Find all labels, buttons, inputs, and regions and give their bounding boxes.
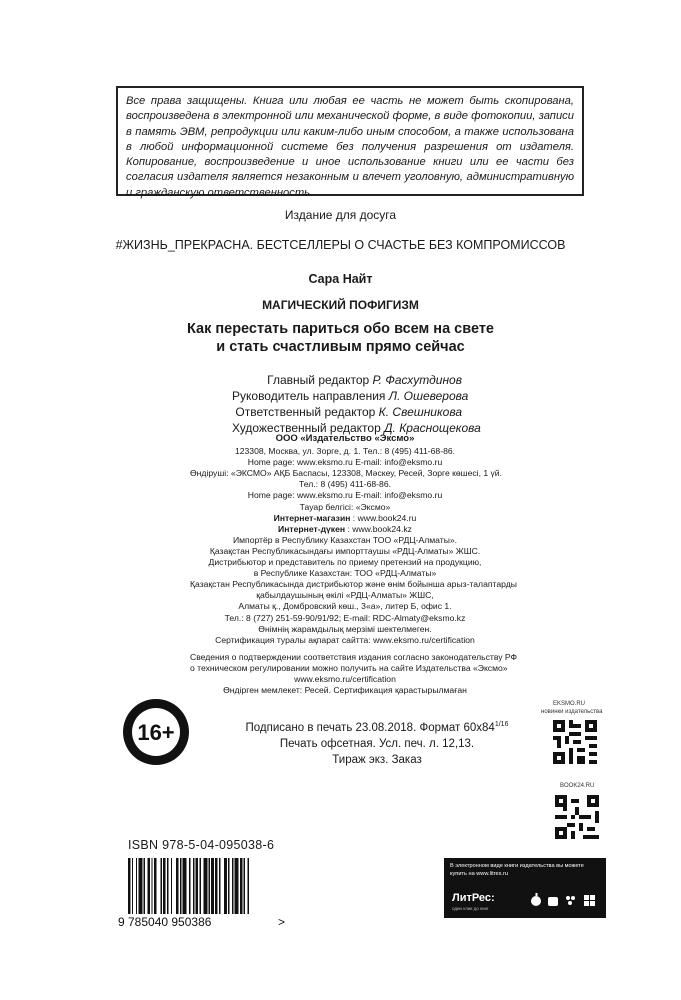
- publisher-name: ООО «Издательство «Эксмо»: [275, 433, 415, 444]
- imprint-line: Home page: www.eksmo.ru E-mail: info@eksmo.ru: [247, 457, 443, 468]
- credit-line: Главный редактор Р. Фасхутдинов: [267, 373, 462, 387]
- imprint-line: Тауар белгісі: «Эксмо»: [299, 501, 391, 512]
- subtitle-line: и стать счастливым прямо сейчас: [216, 339, 465, 355]
- blackberry-icon: [566, 896, 575, 905]
- barcode-bar: [132, 858, 133, 914]
- print-line: Печать офсетная. Усл. печ. л. 12,13.: [279, 737, 475, 750]
- litres-logo: ЛитРес:: [452, 892, 495, 904]
- barcode-bar: [203, 858, 207, 914]
- barcode-bar: [136, 858, 137, 914]
- age-rating-text: 16+: [137, 720, 175, 745]
- barcode-bar: [200, 858, 201, 914]
- litres-line: купить на www.litres.ru: [450, 871, 508, 877]
- barcode-bar: [161, 858, 162, 914]
- barcode-digits: 9 785040 950386: [118, 915, 212, 928]
- rights-notice: Все права защищены. Книга или любая ее часть не может быть скопирована, воспроизведена в электронной или механической форме, в виде фотокопии, записи в память ЭВМ, репродукции или каким-либо иным способом, а также использована в любой информационной системе без получения разрешения от издателя. Копирование, воспроизведение и иное использование книги или ее части без согласия издателя является незаконным и влечет уголовную, административную и гражданскую ответственность.: [116, 86, 584, 196]
- imprint-line: қабылдаушының өкілі «РДЦ-Алматы» ЖШС,: [256, 590, 434, 601]
- imprint-line: Импортёр в Республику Казахстан ТОО «РДЦ-Алматы».: [232, 534, 458, 545]
- barcode-bar: [193, 858, 194, 914]
- barcode-bar: [209, 858, 210, 914]
- edition-type: Издание для досуга: [284, 208, 397, 222]
- imprint-line: Қазақстан Республикасында дистрибьютор және өнім бойынша арыз-талаптарды: [190, 579, 517, 590]
- barcode-bar: [154, 858, 157, 914]
- litres-promo[interactable]: [444, 858, 606, 918]
- barcode-bar: [228, 858, 229, 914]
- barcode-bar: [148, 858, 151, 914]
- barcode-bar: [144, 858, 145, 914]
- barcode-bar: [180, 858, 181, 914]
- litres-line: В электронном виде книги издательства вы можете: [450, 863, 584, 869]
- barcode-bar: [176, 858, 179, 914]
- series-title: #ЖИЗНЬ_ПРЕКРАСНА. БЕСТСЕЛЛЕРЫ О СЧАСТЬЕ БЕЗ КОМПРОМИССОВ: [115, 238, 566, 252]
- imprint-line: 123308, Москва, ул. Зорге, д. 1. Тел.: 8 (495) 411-68-86.: [234, 446, 456, 457]
- barcode-bar: [167, 858, 168, 914]
- barcode-bar: [151, 858, 152, 914]
- credit-line: Ответственный редактор К. Свешникова: [235, 405, 462, 419]
- litres-logo-sub: один клик до книг: [452, 906, 489, 911]
- barcode-icon: [118, 858, 288, 928]
- qr-book24-label: BOOK24.RU: [560, 783, 595, 789]
- barcode-bar: [235, 858, 239, 914]
- imprint-line: Сертификация туралы ақпарат сайтта: www.eksmo.ru/certification: [215, 634, 475, 645]
- barcode-bar: [128, 858, 131, 914]
- qr-code-eksmo-icon[interactable]: [553, 720, 597, 764]
- print-line: Подписано в печать 23.08.2018. Формат $60x84^{1/16}$: [245, 721, 509, 734]
- author-name: Сара Найт: [308, 272, 373, 286]
- editorial-credits: [232, 372, 481, 436]
- print-info: [232, 717, 522, 768]
- cert-line: о техническом регулировании можно получить на сайте Издательства «Эксмо»: [190, 662, 508, 673]
- age-rating-badge: [122, 698, 190, 766]
- imprint-line: Қазақстан Республикасындағы импорттаушы «РДЦ-Алматы» ЖШС.: [209, 545, 481, 556]
- barcode-bar: [163, 858, 166, 914]
- barcode-bar: [248, 858, 249, 914]
- barcode-bar: [196, 858, 199, 914]
- barcode-bar: [171, 858, 172, 914]
- imprint-line: Тел.: 8 (495) 411-68-86.: [299, 479, 391, 490]
- imprint-line: Өндіруші: «ЭКСМО» АҚБ Баспасы, 123308, Мәскеу, Ресей, Зорге көшесі, 1 үй.: [190, 468, 502, 479]
- barcode-bar: [183, 858, 187, 914]
- imprint-line: в Республике Казахстан: ТОО «РДЦ-Алматы»: [253, 568, 437, 579]
- platform-icons: [528, 892, 600, 908]
- imprint-line: Home page: www.eksmo.ru E-mail: info@eksmo.ru: [247, 490, 443, 501]
- barcode-bar: [189, 858, 190, 914]
- barcode-bar: [219, 858, 220, 914]
- barcode-bar: [244, 858, 245, 914]
- barcode-bar: [224, 858, 227, 914]
- cert-line: Өндірген мемлекет: Ресей. Сертификация қарастырылмаған: [223, 685, 467, 696]
- imprint-line: Интернет-дүкен : www.book24.kz: [278, 523, 412, 534]
- barcode-bar: [240, 858, 243, 914]
- qr-code-book24-icon[interactable]: [555, 795, 599, 839]
- cert-line: www.eksmo.ru/certification: [294, 673, 396, 684]
- qr-eksmo-label: EKSMO.RU: [553, 701, 586, 707]
- book-subtitle: [0, 320, 681, 356]
- barcode-bar: [211, 858, 214, 914]
- credit-line: Руководитель направления Л. Ошеверова: [232, 389, 469, 403]
- publisher-imprint: [190, 433, 518, 696]
- barcode-bar: [215, 858, 218, 914]
- imprint-line: Интернет-магазин : www.book24.ru: [273, 512, 417, 523]
- imprint-line: Тел.: 8 (727) 251-59-90/91/92; E-mail: RDC-Almaty@eksmo.kz: [224, 612, 466, 623]
- isbn: ISBN 978-5-04-095038-6: [128, 838, 275, 852]
- svg-text:>: >: [278, 915, 286, 928]
- imprint-line: Алматы қ., Домбровский көш., 3«а», литер Б, офис 1.: [238, 601, 452, 612]
- imprint-line: Дистрибьютор и представитель по приему претензий на продукцию,: [208, 557, 482, 568]
- qr-eksmo-sub: новинки издательства: [541, 709, 603, 715]
- credit-line: Художественный редактор Д. Краснощекова: [232, 421, 481, 435]
- apple-icon: [531, 893, 541, 906]
- barcode-bar: [232, 858, 233, 914]
- windows-icon: [584, 895, 595, 906]
- android-icon: [548, 897, 558, 906]
- barcode-bar: [138, 858, 142, 914]
- cert-line: Сведения о подтверждении соответствия издания согласно законодательству РФ: [190, 651, 518, 662]
- book-title: МАГИЧЕСКИЙ ПОФИГИЗМ: [262, 298, 419, 312]
- subtitle-line: Как перестать париться обо всем на свете: [187, 321, 494, 337]
- print-line: Тираж экз. Заказ: [332, 753, 422, 766]
- imprint-line: Өнімнің жарамдылық мерзімі шектелмеген.: [258, 623, 432, 634]
